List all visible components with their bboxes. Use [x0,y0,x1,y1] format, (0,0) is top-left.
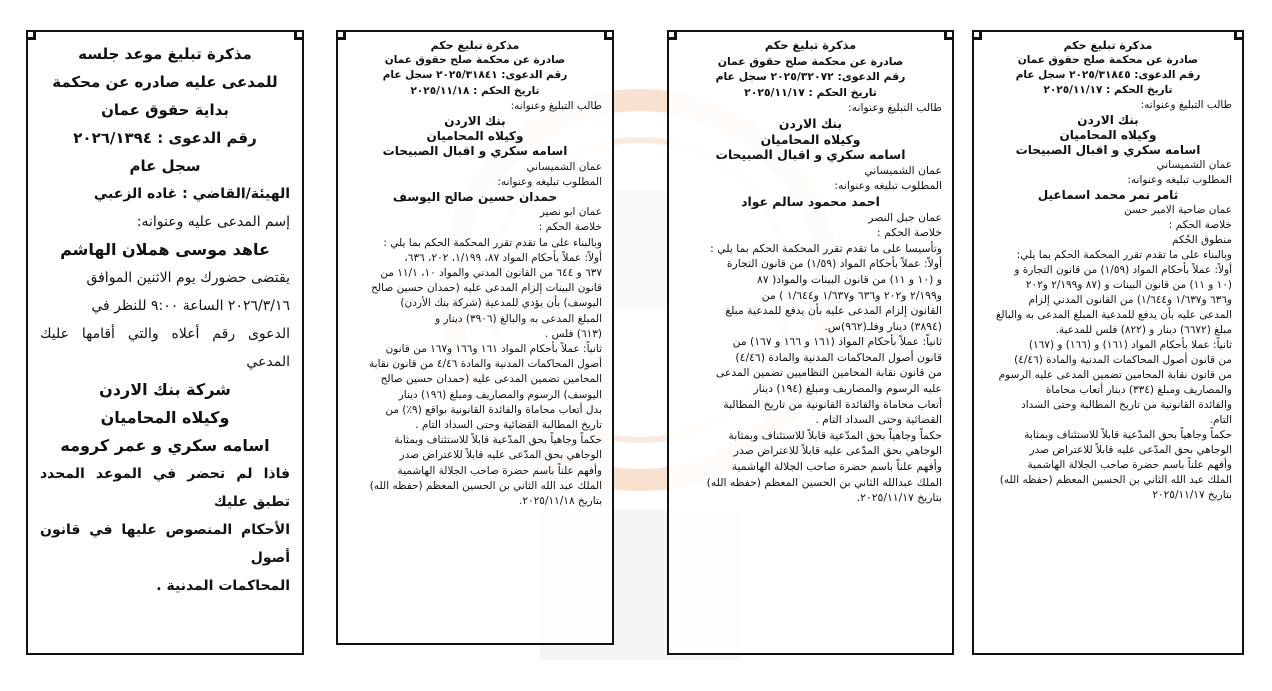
summary-label: خلاصة الحكم : [1168,219,1232,231]
closing-text: المحاكمات المدنية . [156,578,290,594]
register-type: سجل عام [129,157,201,175]
plaintiff-lawyers: اسامه سكري و عمر كرومه [60,436,270,455]
judgment-line: (١٠ و ١١) من قانون البينات و (٨٧ و٢/١٩٩ و٢٠٢ [1025,279,1232,291]
case-number: رقم الدعوى: ٢٠٢٥/٣٢٠٧٢ سجل عام [715,70,906,84]
judgment-line: وأفهم علناً باسم حضرة صاحب الجلالة الهاشمية [731,460,942,474]
judgment-line: مبلغ (٦٦٧٢) دينار و (٨٢٢) فلس للمدعية. [1055,324,1232,336]
notified-name: احمد محمود سالم عواد [741,193,880,209]
corner-ornament [604,30,614,40]
requester-label: طالب التبليغ وعنوانه: [848,101,942,115]
requester-label: طالب التبليغ وعنوانه: [510,99,602,112]
judgment-line: وبالبناء على ما تقدم تقرر المحكمة الحكم بما يلي : [383,236,602,249]
plaintiff-agents: وكيلاه المحاميان [100,408,230,427]
judgment-line: الملك عبد الله الثاني بن الحسين المعظم (حفظه الله) [369,479,602,492]
corner-ornament [1234,30,1244,40]
judgment-line: حكماً وجاهياً بحق المدّعية قابلاً للاستئناف وبمثابة [394,434,602,447]
judgment-line: عليه الرسوم والمصاريف ومبلغ (١٩٤) دينار [753,382,942,396]
judgment-line: الملك عبد الله الثاني بن الحسين المعظم (حفظه الله) [999,474,1232,486]
judgment-body [348,236,602,510]
notified-label: المطلوب تبليغه وعنوانه: [834,179,942,193]
judgment-line: وبالبناء على ما تقدم تقرر المحكمة الحكم بما يلي: [1016,249,1232,261]
judgment-line: ٦٣٧ و ٦٤٤ من القانون المدني والمواد ١٠، ١١/١ من [380,267,602,280]
judgment-line: تاريخ المطالبة القضائية وحتى السداد التام . [415,419,602,432]
judgment-line: والفائدة القانونية من تاريخ المطالبة وحتى السداد [1021,399,1232,411]
judgment-line: وأفهم علناً باسم حضرة صاحب الجلالة الهاشمية [397,464,602,477]
judgment-notice-1 [972,30,1244,655]
judgment-line: و (١٠ و ١١) من قانون البينات والمواد( ٨٧ [757,272,942,286]
notified-address: عمان ابو نصير [539,206,602,219]
plaintiff-name: شركة بنك الاردن [99,380,231,399]
judgment-date: تاريخ الحكم : ٢٠٢٥/١١/١٧ [744,85,877,99]
judgment-line: أتعاب محاماة والفائدة القانونية من تاريخ المطالبة [723,397,942,411]
judgment-line: حكماً وجاهياً بحق المدّعية قابلاً للاستئناف وبمثابة [728,428,942,442]
judgment-line: ثانياً: عملاً بأحكام المواد (١٦١ و ١٦٦ و ١٦٧) من [732,335,942,349]
judgment-body [679,241,942,506]
judgment-line: (٣٨٩٤) دينار وفلـ(٩٦٢)س. [824,319,942,333]
case-number: رقم الدعوى : ٢٠٢٦/١٣٩٤ [73,129,257,147]
requester-agents: وكيلاه المحاميان [426,129,524,144]
requester-lawyers: اسامه سكري و اقبال الصبيحات [382,144,568,159]
judgment-line: الملك عبدالله الثاني بن الحسين المعظم (حفظه الله) [706,475,942,489]
judgment-line: أولاً: عملاً بأحكام المواد ٨٧، ١/١٩٩، ٢٠٢، ٦٣٦، [404,251,602,264]
requester-name: بنك الاردن [444,114,506,129]
judgment-date: تاريخ الحكم : ٢٠٢٥/١١/١٨ [410,84,540,97]
judgment-line: اليوسف) الرسوم والمصاريف ومبلغ (١٩٦) دينار [398,388,602,401]
judgment-line: القانون إلزام المدعى عليه بأن يدفع للمدعية مبلغ [725,304,942,318]
judgment-line: أولاً: عملاً بأحكام المواد (١/٥٩) من قانون التجارة [726,257,942,271]
judgment-line: المبلغ المدعى به والبالغ (٣٩٠٦) دينار و [435,312,602,325]
judgment-line: و٦٣٦ و١/٦٣٧ و١/٦٤٤) من القانون المدني إلزام [1028,294,1232,306]
court-name: صادرة عن محكمة صلح حقوق عمان [1017,54,1199,66]
notice-subtitle: للمدعى عليه صادره عن محكمة [52,73,278,91]
judgment-line: ثانياً: عملا بأحكام المواد (١٦١) و (١٦٦) و (١٦٧) [1028,339,1232,351]
judgment-line: أولاً: عملاً بأحكام المواد (١/٥٩) من قانون التجارة و [1014,264,1232,276]
judgment-line: وتأسيسا على ما تقدم تقرر المحكمة الحكم بما يلي : [710,241,942,255]
judgment-line: التام. [1209,414,1232,426]
court-name: بداية حقوق عمان [101,101,229,119]
judgment-line: من قانون نقابة المحامين تضمين المدعى عليه الرسوم [998,369,1232,381]
corner-ornament [336,30,346,40]
hearing-text: يقتضى حضورك يوم الاثنين الموافق [86,270,290,286]
judgment-line: القضائية وحتى السداد التام . [815,413,942,427]
hearing-text: ٢٠٢٦/٣/١٦ الساعة ٩:٠٠ للنظر في [91,298,290,314]
notified-label: المطلوب تبليغه وعنوانه: [1127,174,1232,186]
requester-name: بنك الاردن [1077,113,1139,127]
requester-name: بنك الاردن [778,115,843,131]
judgment-line: من قانون أصول المحاكمات المدنية والمادة (٤/٤٦) [1014,354,1232,366]
requester-address: عمان الشميساني [864,163,942,177]
judgment-line: الوجاهي بحق المدّعى عليه قابلاً للاعتراض صدر [733,444,942,458]
requester-label: طالب التبليغ وعنوانه: [1140,99,1232,111]
judgment-body [984,248,1232,503]
judgment-line: أصول المحاكمات المدنية والمادة ٤/٤٦ من قانون نقابة [369,358,602,371]
hearing-text: الدعوى رقم أعلاه والتي أقامها عليك المدعي [40,326,290,370]
requester-lawyers: اسامه سكري و اقبال الصبيحات [715,147,906,163]
judgment-line: بدل أتعاب محاماة والفائدة القانونية بواقع (٩٪) من [385,403,602,416]
notice-title: مذكرة تبليغ حكم [430,39,520,52]
judgment-line: (٦١٣) فلس . [544,327,602,340]
corner-ornament [26,30,36,40]
judgment-notice-2 [667,30,954,655]
judgment-line: و٢/١٩٩ و٢٠٢ و٦٣٦ و١/٦٣٧ و١/٦٤٤ ) من [761,288,942,302]
notified-address: عمان ضاحية الامير حسن [1123,204,1232,216]
judgment-line: قانون أصول المحاكمات المدنية والمادة (٤/٤٦) [735,350,942,364]
case-number: رقم الدعوى: ٢٠٢٥/٣١٨٤١ سجل عام [382,69,568,82]
requester-address: عمان الشميساني [526,160,602,173]
notice-title: مذكرة تبليغ حكم [1063,39,1153,52]
judgment-line: الوجاهي بحق المدّعى عليه قابلاً للاعتراض صدر [1029,444,1232,456]
notified-label: المطلوب تبليغه وعنوانه: [497,175,602,188]
summary-label: خلاصة الحكم : [538,221,602,234]
defendant-label: إسم المدعى عليه وعنوانه: [136,214,290,230]
corner-ornament [667,30,677,40]
judgment-line: حكماً وجاهياً بحق المدّعية قابلاً للاستئناف وبمثابة [1024,429,1232,441]
ruling-label: منطوق الحُكم [1172,234,1232,246]
judge-name: الهيئة/القاضي : غاده الزعبي [93,186,290,202]
summary-label: خلاصة الحكم : [877,226,942,240]
case-number: رقم الدعوى: ٢٠٢٥/٣١٨٤٥ سجل عام [1015,69,1201,81]
corner-ornament [972,30,982,40]
hearing-notice [26,30,304,655]
judgment-line: اليوسف) بأن يؤدي للمدعية (شركة بنك الأردن) [400,297,602,310]
notified-address: عمان جبل النصر [868,210,942,224]
court-name: صادرة عن محكمة صلح حقوق عمان [717,54,904,68]
judgment-date: تاريخ الحكم : ٢٠٢٥/١١/١٧ [1043,84,1173,96]
notified-name: حمدان حسين صالح اليوسف [392,190,558,205]
requester-address: عمان الشميساني [1156,159,1232,171]
judgment-line: ثانياً: عملاً بأحكام المواد ١٦١ و١٦٦ و١٦٧ من قانون [385,343,602,356]
notified-name: ثامر نمر محمد اسماعيل [1037,188,1179,202]
closing-text: فاذا لم تحضر في الموعد المحدد تطبق عليك [40,466,290,510]
court-name: صادرة عن محكمة صلح حقوق عمان [384,54,566,67]
requester-lawyers: اسامه سكري و اقبال الصبيحات [1015,143,1201,157]
requester-agents: وكيلاه المحاميان [760,131,861,147]
defendant-name: عاهد موسى هملان الهاشم [60,240,270,259]
judgment-line: بتاريخ ٢٠٢٥/١١/١٧. [856,491,942,505]
judgment-line: المحامين تضمين المدعى عليه (حمدان حسين صالح [380,373,602,386]
judgment-line: قانون البينات إلزام المدعى عليه (حمدان حسين صالح [371,282,602,295]
requester-agents: وكيلاه المحاميان [1059,128,1157,142]
notice-title: مذكرة تبليغ حكم [764,38,857,52]
judgment-notice-3 [336,30,614,645]
corner-ornament [944,30,954,40]
notice-title: مذكرة تبليغ موعد جلسه [78,45,252,63]
judgment-line: وأفهم علناً باسم حضرة صاحب الجلالة الهاشمية [1027,459,1232,471]
judgment-line: الوجاهي بحق المدّعى عليه قابلاً للاعتراض صدر [399,449,602,462]
judgment-line: من قانون نقابة المحامين النظاميين تضمين المدعى [715,366,942,380]
judgment-line: والمصاريف ومبلغ (٣٣٤) دينار أتعاب محاماة [1045,384,1232,396]
judgment-line: بتاريخ ٢٠٢٥/١١/١٨. [519,495,602,508]
closing-text: الأحكام المنصوص عليها في قانون أصول [40,522,290,566]
judgment-line: المدعى عليه بأن يدفع للمدعية المبلغ المدعى به والبالغ [995,309,1232,321]
judgment-line: بتاريخ ٢٠٢٥/١١/١٧ [1152,489,1232,501]
corner-ornament [294,30,304,40]
